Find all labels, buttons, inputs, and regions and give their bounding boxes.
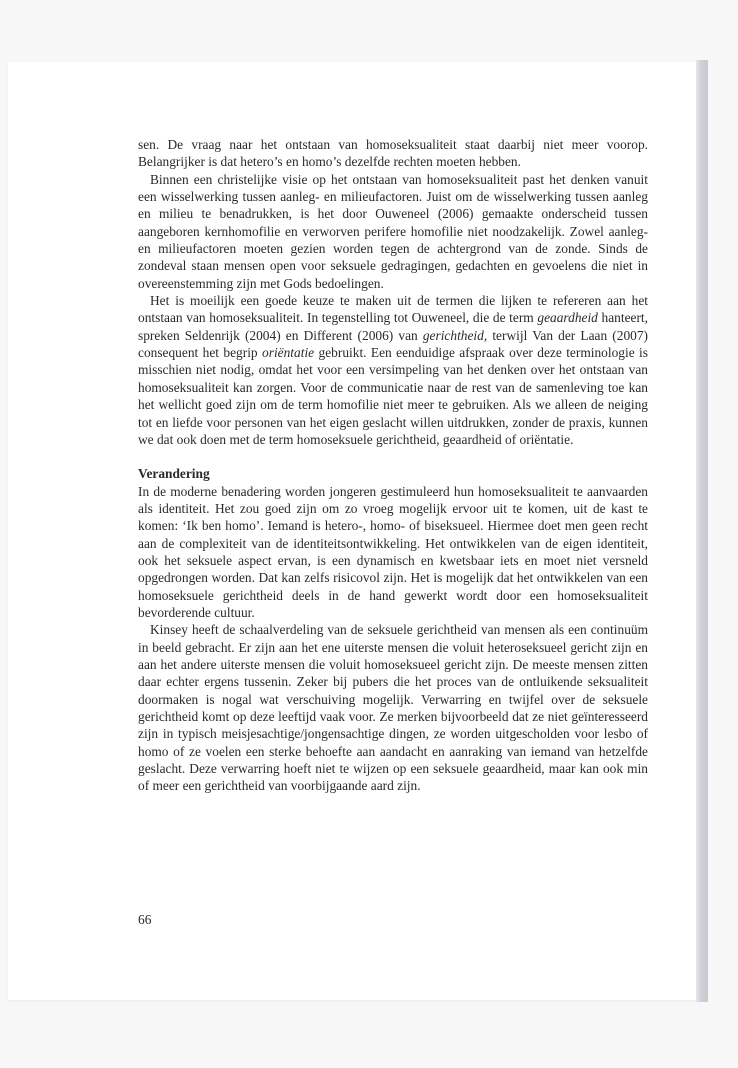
page-number: 66 (138, 912, 152, 927)
paragraphs-before-heading (138, 136, 648, 448)
italic-term: geaardheid (537, 310, 598, 326)
paragraph (138, 171, 648, 292)
text-run: hanteert, spreken Seldenrijk (2004) en Different (2006) van (138, 310, 648, 343)
paragraph (138, 292, 648, 448)
page-edge-stack (696, 60, 708, 1002)
paragraph (138, 621, 648, 794)
body-text (138, 136, 648, 795)
text-run: Binnen een christelijke visie op het ontstaan van homoseksualiteit past het denken vanuit een wisselwerking tussen aanleg- en milieufactoren. Juist om de wisselwerking tussen aanleg en milieu te benadrukken, is het door Ouweneel (2006) gemaakte onderscheid tussen aangeboren kernhomofilie en verworven perifere homofilie niet noodzakelijk. Zowel aanleg- en milieufactoren moeten gezien worden tegen de achtergrond van de zonde. Sinds de zondeval staan mensen open voor seksuele gedragingen, gedachten en gevoelens die niet in overeenstemming zijn met Gods bedoelingen. (138, 171, 648, 291)
text-run: gebruikt. Een eenduidige afspraak over deze terminologie is misschien niet nodig, omdat het voor een versimpeling van het denken over het ontstaan van homoseksualiteit kan zorgen. Voor de communicatie naar de rest van de samenleving toe kan het wellicht goed zijn om de term homofilie niet meer te gebruiken. Als we alleen de neiging tot en liefde voor personen van het eigen geslacht willen uitdrukken, zonder de praxis, kunnen we dat ook doen met de term homoseksuele gerichtheid, geaardheid of oriëntatie. (138, 345, 648, 447)
text-run: terwijl Van der Laan (2007) consequent het begrip (138, 327, 648, 361)
text-run: Het is moeilijk een goede keuze te maken uit de termen die lijken te refereren aan het ontstaan van homoseksualiteit. In tegenstelling tot Ouweneel, die de term (138, 293, 648, 326)
italic-term: oriëntatie (262, 345, 315, 361)
text-run: Kinsey heeft de schaalverdeling van de seksuele gerichtheid van mensen als een continuüm in beeld gebracht. Er zijn aan het ene uiterste mensen die voluit heteroseksueel gericht zijn en aan het andere uiterste mensen die voluit homoseksueel gericht zijn. De meeste mensen zitten daar echter ergens tussenin. Zeker bij pubers die het proces van de ontluikende seksualiteit doormaken is nogal wat verschuiving mogelijk. Verwarring en twijfel over de seksuele gerichtheid komt op deze leeftijd vaak voor. Ze merken bijvoorbeeld dat ze niet geïnteresseerd zijn in typisch meisjesachtige/jongensachtige dingen, ze worden uitgescholden voor lesbo of homo of ze voelen een sterke behoefte aan aandacht en aanraking van iemand van hetzelfde geslacht. Deze verwarring hoeft niet te wijzen op een seksuele geaardheid, maar kan ook min of meer een gerichtheid van voorbijgaande aard zijn. (138, 622, 648, 794)
paragraphs-after-heading (138, 483, 648, 795)
text-run: sen. De vraag naar het ontstaan van homoseksualiteit staat daarbij niet meer voorop. Belangrijker is dat hetero’s en homo’s dezelfde rechten moeten hebben. (138, 137, 648, 170)
paragraph (138, 483, 648, 622)
italic-term: gerichtheid, (422, 327, 488, 343)
paragraph (138, 136, 648, 171)
text-run: In de moderne benadering worden jongeren gestimuleerd hun homoseksualiteit te aanvaarden als identiteit. Het zou goed zijn om zo vroeg mogelijk ervoor uit te komen, uit de kast te komen: ‘Ik ben homo’. Iemand is hetero-, homo- of biseksueel. Hiermee doet men geen recht aan de complexiteit van de identiteitsontwikkeling. Het ontwikkelen van de eigen identiteit, ook het seksuele aspect ervan, is een dynamisch en kwetsbaar iets en moet niet versneld opgedrongen worden. Dat kan zelfs risicovol zijn. Het is mogelijk dat het ontwikkelen van een homoseksuele gerichtheid deels in de hand gewerkt wordt door een homoseksualiteit bevorderende cultuur. (138, 483, 648, 620)
section-heading: Verandering (138, 466, 210, 482)
